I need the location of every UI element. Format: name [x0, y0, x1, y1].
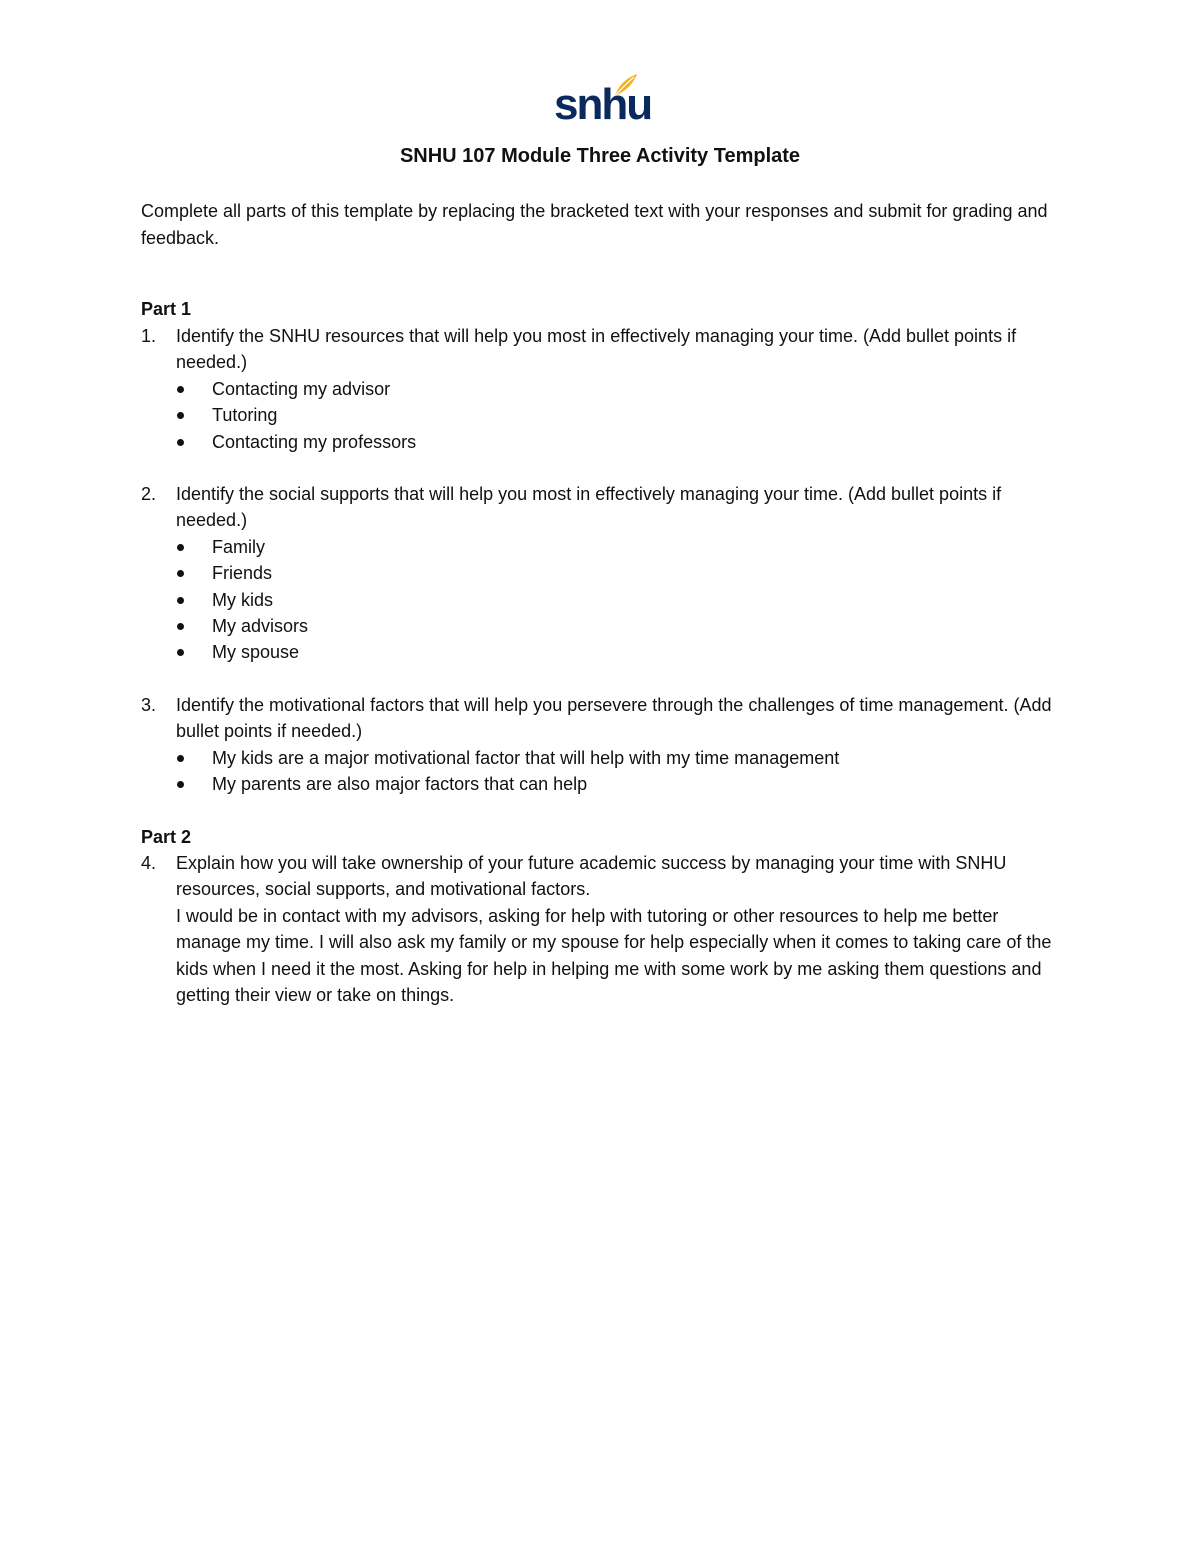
list-item-text: My advisors — [212, 616, 309, 637]
list-item-text: Contacting my advisor — [212, 378, 391, 399]
list-item — [141, 587, 1061, 613]
question-number: 2. — [141, 484, 157, 504]
list-item — [141, 771, 1061, 797]
list-item-text: My kids — [212, 589, 274, 610]
bullet-icon — [177, 570, 184, 577]
question-number: 4. — [141, 853, 157, 873]
question-number: 1. — [141, 326, 157, 346]
list-item-text: Family — [212, 536, 265, 557]
list-item-text: Tutoring — [212, 405, 278, 426]
snhu-logo — [554, 72, 652, 132]
list-item-text: My kids are a major motivational factor that will help with my time management — [212, 747, 840, 768]
list-item — [141, 639, 1061, 665]
list-item — [141, 745, 1061, 771]
list-item — [141, 376, 1061, 402]
logo-wordmark: snhu — [554, 80, 652, 129]
question-text: Identify the social supports that will help you most in effectively managing your time. (Add bullet points if needed.) — [176, 484, 1002, 531]
list-item — [141, 560, 1061, 586]
bullet-icon — [177, 597, 184, 604]
list-item-text: Friends — [212, 563, 273, 584]
question-text: Identify the motivational factors that will help you persevere through the challenges of time management. (Add bullet points if needed.) — [176, 695, 1052, 742]
bullet-icon — [177, 649, 184, 656]
question-3 — [141, 692, 1061, 798]
part1-heading: Part 1 — [141, 299, 192, 319]
list-item — [141, 429, 1061, 455]
bullet-icon — [177, 755, 184, 762]
bullet-icon — [177, 544, 184, 551]
bullet-icon — [177, 412, 184, 419]
bullet-icon — [177, 623, 184, 630]
page-title: SNHU 107 Module Three Activity Template — [399, 145, 801, 167]
part2-heading: Part 2 — [141, 827, 192, 847]
question-text: Explain how you will take ownership of your future academic success by managing your time with SNHU resources, social supports, and motivational factors. — [176, 853, 1007, 900]
bullet-icon — [177, 386, 184, 393]
question-number: 3. — [141, 695, 157, 715]
list-item-text: My parents are also major factors that can help — [212, 774, 588, 795]
list-item-text: My spouse — [212, 642, 300, 663]
question-1 — [141, 323, 1061, 455]
list-item — [141, 402, 1061, 428]
list-item — [141, 613, 1061, 639]
bullet-icon — [177, 781, 184, 788]
question-4 — [141, 850, 1061, 1008]
question-text: Identify the SNHU resources that will help you most in effectively managing your time. (Add bullet points if needed.) — [176, 326, 1017, 373]
list-item — [141, 534, 1061, 560]
answer-list — [141, 376, 1061, 455]
intro-paragraph: Complete all parts of this template by replacing the bracketed text with your responses and submit for grading and feedback. — [141, 201, 1048, 248]
question-2 — [141, 481, 1061, 666]
answer-list — [141, 745, 1061, 798]
answer-text: I would be in contact with my advisors, asking for help with tutoring or other resources to help me better manage my time. I will also ask my family or my spouse for help especially when it comes to taking care of the kids when I need it the most. Asking for help in helping me with some work by me asking them questions and getting their view or take on things. — [176, 905, 1052, 1006]
bullet-icon — [177, 439, 184, 446]
list-item-text: Contacting my professors — [212, 431, 417, 452]
answer-list — [141, 534, 1061, 666]
